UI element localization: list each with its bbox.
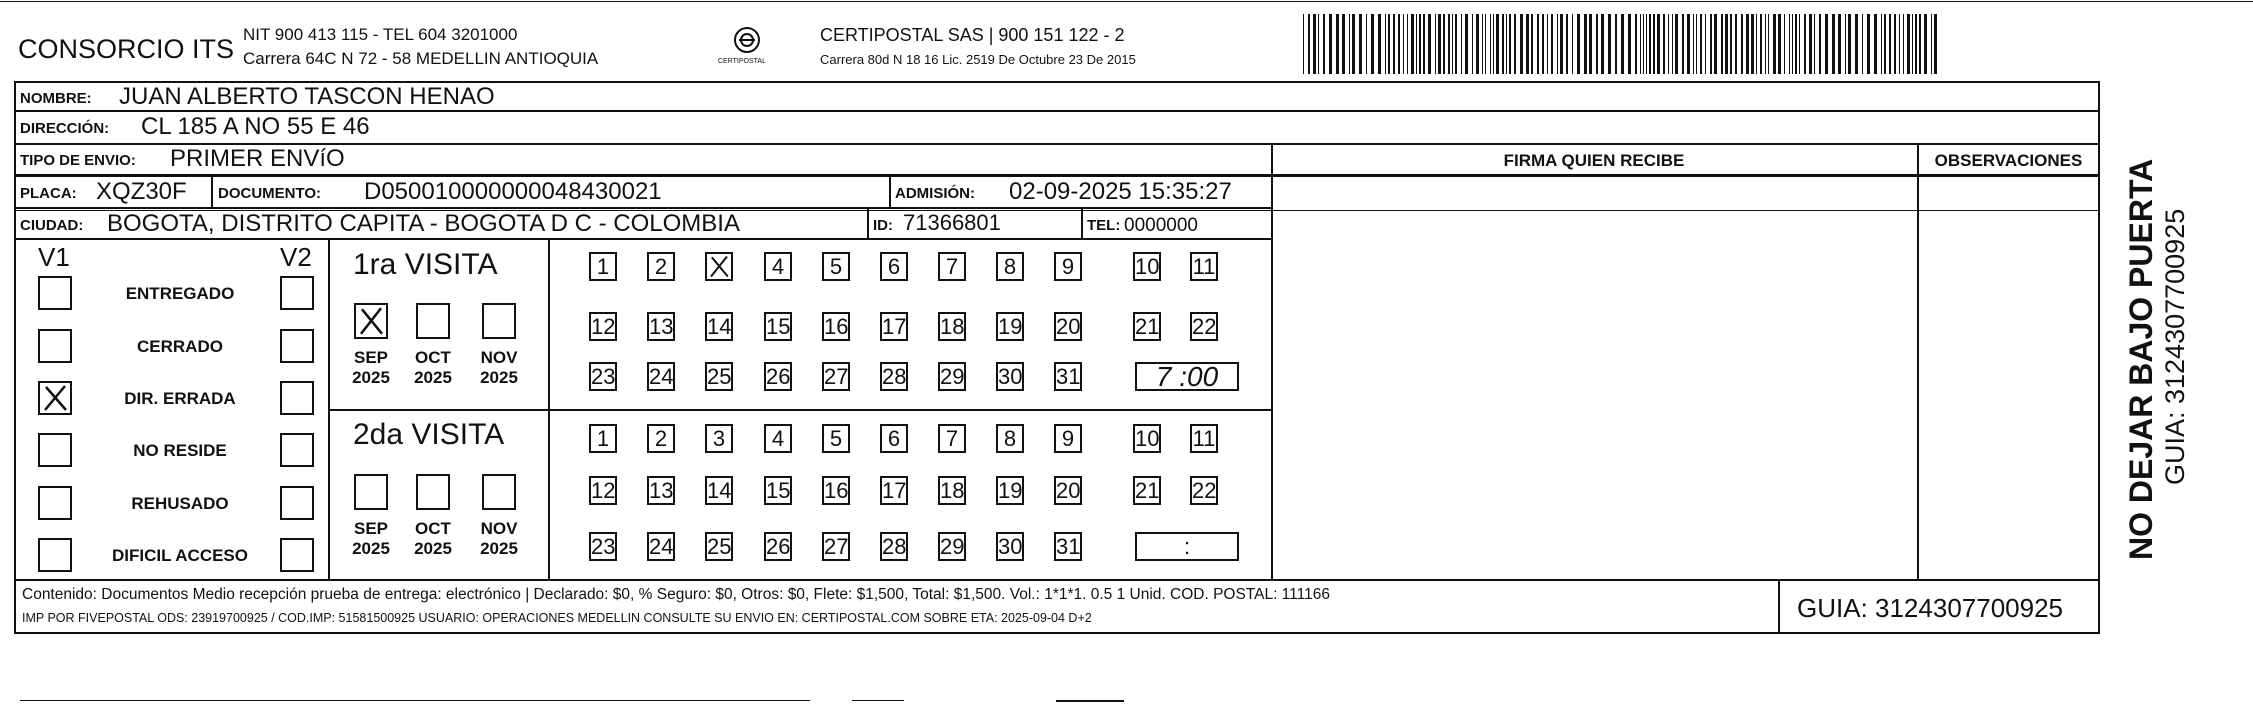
col-line xyxy=(889,176,891,207)
visit2-time-box[interactable]: : xyxy=(1135,532,1239,561)
visit2-month-checkbox[interactable] xyxy=(416,474,450,510)
footer-print-line: IMP POR FIVEPOSTAL ODS: 23919700925 / COD.IMP: 51581500925 USUARIO: OPERACIONES MEDELLIN CONSULTE SU ENVIO EN: CERTIPOSTAL.COM SOBRE ETA: 2025-09-04 D+2 xyxy=(22,611,1092,625)
status-label: DIR. ERRADA xyxy=(124,389,236,408)
visit-divider xyxy=(328,409,1271,411)
visit2-day-box[interactable]: 20 xyxy=(1056,478,1081,503)
visit2-day-box[interactable]: 7 xyxy=(938,424,966,453)
v2-label: V2 xyxy=(280,242,312,272)
visit1-day-box[interactable]: 26 xyxy=(766,364,791,389)
side-warning: NO DEJAR BAJO PUERTA xyxy=(2123,158,2159,560)
footer-content-line: Contenido: Documentos Medio recepción prueba de entrega: electrónico | Declarado: $0, % Seguro: $0, Otros: $0, Flete: $1,500, Total: $1,500. Vol.: 1*1*1. 0.5 1 Unid. COD. POSTAL: 111166 xyxy=(22,586,1330,603)
visit1-day-box[interactable]: 19 xyxy=(998,314,1023,339)
company-name: CONSORCIO ITS xyxy=(18,34,235,64)
visit1-day-box[interactable]: 15 xyxy=(766,314,791,339)
visit2-day-box[interactable]: 21 xyxy=(1135,478,1160,503)
visit1-day-box[interactable]: 30 xyxy=(998,364,1023,389)
visit1-day-box[interactable]: 28 xyxy=(882,364,907,389)
visit2-title: 2da VISITA xyxy=(353,418,505,451)
visit2-day-box[interactable]: 10 xyxy=(1135,426,1160,451)
documento-label: DOCUMENTO: xyxy=(218,185,322,202)
id-value: 71366801 xyxy=(903,210,1001,235)
col-line xyxy=(1917,143,1919,579)
visit1-day-box[interactable]: 12 xyxy=(591,314,616,339)
visit1-day-box[interactable]: 27 xyxy=(824,364,849,389)
visit2-day-box[interactable]: 12 xyxy=(591,478,616,503)
visit1-day-box[interactable]: 1 xyxy=(589,252,617,281)
visit2-month-label: SEP xyxy=(353,519,389,538)
visit1-month-checkbox[interactable] xyxy=(416,303,450,339)
visit2-day-box[interactable]: 16 xyxy=(824,478,849,503)
v2-checkbox[interactable] xyxy=(280,538,314,572)
visit1-month-label: OCT xyxy=(415,348,451,367)
v2-checkbox[interactable] xyxy=(280,433,314,467)
visit2-day-box[interactable]: 14 xyxy=(707,478,732,503)
v2-checkbox[interactable] xyxy=(280,486,314,520)
visit1-year-label: 2025 xyxy=(480,368,518,387)
visit1-day-box[interactable]: 24 xyxy=(649,364,674,389)
visit1-day-box[interactable]: 2 xyxy=(647,252,675,281)
visit2-day-box[interactable]: 9 xyxy=(1054,424,1082,453)
col-line xyxy=(1778,579,1780,634)
visit1-day-box[interactable]: 25 xyxy=(707,364,732,389)
visit1-day-box[interactable]: 9 xyxy=(1054,252,1082,281)
col-line xyxy=(211,176,213,207)
visit2-day-box[interactable]: 29 xyxy=(940,534,965,559)
visit2-day-box[interactable]: 17 xyxy=(882,478,907,503)
visit1-day-box[interactable]: 31 xyxy=(1056,364,1081,389)
v2-checkbox[interactable] xyxy=(280,329,314,363)
visit2-month-checkbox[interactable] xyxy=(482,474,516,510)
tel-value: 0000000 xyxy=(1124,215,1198,236)
nombre-label: NOMBRE: xyxy=(20,90,92,107)
carrier-name: CERTIPOSTAL SAS | 900 151 122 - 2 xyxy=(820,25,1125,45)
visit2-day-box[interactable]: 18 xyxy=(940,478,965,503)
observaciones-label: OBSERVACIONES xyxy=(1934,151,2083,170)
row-line xyxy=(14,110,2100,112)
v1-checkbox[interactable] xyxy=(38,486,72,520)
visit1-time-box[interactable]: 7 :00 xyxy=(1135,362,1239,391)
visit2-day-box[interactable]: 22 xyxy=(1192,478,1217,503)
visit2-day-box[interactable]: 4 xyxy=(764,424,792,453)
visit1-day-box[interactable]: 17 xyxy=(882,314,907,339)
visit1-day-box[interactable]: 23 xyxy=(591,364,616,389)
visit1-day-box[interactable]: 21 xyxy=(1135,314,1160,339)
visit2-day-box[interactable]: 8 xyxy=(996,424,1024,453)
bottom-line xyxy=(852,700,904,701)
logo-caption: CERTIPOSTAL xyxy=(718,58,766,65)
visit1-day-box[interactable]: 13 xyxy=(649,314,674,339)
visit1-day-box[interactable]: 8 xyxy=(996,252,1024,281)
col-line xyxy=(1081,207,1083,238)
visit2-day-box[interactable]: 26 xyxy=(766,534,791,559)
visit2-day-box[interactable]: 3 xyxy=(705,424,733,453)
visit2-day-box[interactable]: 27 xyxy=(824,534,849,559)
visit2-month-label: NOV xyxy=(480,519,518,538)
visit1-month-checkbox[interactable] xyxy=(354,303,388,339)
row-line xyxy=(14,176,2100,177)
tipo-envio-value: PRIMER ENVíO xyxy=(170,145,345,172)
status-label: ENTREGADO xyxy=(125,284,235,303)
v2-checkbox[interactable] xyxy=(280,381,314,415)
company-address: Carrera 64C N 72 - 58 MEDELLIN ANTIOQUIA xyxy=(243,49,599,68)
visit1-day-box[interactable]: 6 xyxy=(880,252,908,281)
footer-guia: GUIA: 3124307700925 xyxy=(1797,593,2063,623)
nombre-value: JUAN ALBERTO TASCON HENAO xyxy=(119,83,495,110)
status-label: REHUSADO xyxy=(131,494,229,513)
firma-label: FIRMA QUIEN RECIBE xyxy=(1503,151,1685,170)
direccion-label: DIRECCIÓN: xyxy=(20,120,110,137)
v1-checkbox[interactable] xyxy=(38,433,72,467)
tel-label: TEL: xyxy=(1087,217,1121,234)
visit2-day-box[interactable]: 5 xyxy=(822,424,850,453)
visit2-year-label: 2025 xyxy=(414,539,452,558)
documento-value: D050010000000048430021 xyxy=(364,178,662,205)
visit2-day-box[interactable]: 25 xyxy=(707,534,732,559)
visit2-day-box[interactable]: 2 xyxy=(647,424,675,453)
visit1-day-box[interactable]: 16 xyxy=(824,314,849,339)
visit1-year-label: 2025 xyxy=(352,368,390,387)
ciudad-label: CIUDAD: xyxy=(20,217,84,234)
bottom-line xyxy=(20,700,810,701)
side-guia: GUIA: 3124307700925 xyxy=(2160,208,2190,485)
visit1-day-box[interactable]: 4 xyxy=(764,252,792,281)
col-line xyxy=(1271,143,1273,579)
visit2-day-box[interactable]: 24 xyxy=(649,534,674,559)
visit1-day-box[interactable]: 20 xyxy=(1056,314,1081,339)
visit2-month-label: OCT xyxy=(415,519,451,538)
visit1-day-box[interactable]: 14 xyxy=(707,314,732,339)
visit1-day-box[interactable]: 5 xyxy=(822,252,850,281)
visit1-day-box[interactable] xyxy=(705,252,733,281)
direccion-value: CL 185 A NO 55 E 46 xyxy=(141,113,370,140)
visit2-day-box[interactable]: 23 xyxy=(591,534,616,559)
visit1-day-box[interactable]: 22 xyxy=(1192,314,1217,339)
visit1-month-label: SEP xyxy=(353,348,389,367)
v1-checkbox[interactable] xyxy=(38,329,72,363)
visit1-day-box[interactable]: 7 xyxy=(938,252,966,281)
visit2-day-box[interactable]: 6 xyxy=(880,424,908,453)
visit1-month-label: NOV xyxy=(480,348,518,367)
v1-label: V1 xyxy=(38,242,70,272)
visit1-title: 1ra VISITA xyxy=(353,248,498,281)
certipostal-logo xyxy=(712,22,782,72)
v1-checkbox[interactable] xyxy=(38,276,72,310)
visit2-day-box[interactable]: 13 xyxy=(649,478,674,503)
visit2-month-checkbox[interactable] xyxy=(354,474,388,510)
row-line xyxy=(14,238,1271,240)
admision-value: 02-09-2025 15:35:27 xyxy=(1009,178,1232,205)
visit1-day-box[interactable]: 29 xyxy=(940,364,965,389)
visit2-day-box[interactable]: 28 xyxy=(882,534,907,559)
status-label: DIFICIL ACCESO xyxy=(111,546,248,565)
visit2-day-box[interactable]: 11 xyxy=(1190,424,1218,453)
visit2-day-box[interactable]: 19 xyxy=(998,478,1023,503)
top-edge-line xyxy=(0,1,2253,2)
ciudad-value: BOGOTA, DISTRITO CAPITA - BOGOTA D C - COLOMBIA xyxy=(107,210,740,237)
id-label: ID: xyxy=(873,217,893,234)
barcode xyxy=(1303,14,1943,74)
bottom-line xyxy=(1056,700,1124,702)
visit1-year-label: 2025 xyxy=(414,368,452,387)
visit2-year-label: 2025 xyxy=(352,539,390,558)
status-label: CERRADO xyxy=(137,337,223,356)
col-line xyxy=(867,207,869,238)
row-line xyxy=(14,579,2100,581)
company-nit: NIT 900 413 115 - TEL 604 3201000 xyxy=(243,25,518,44)
visit1-day-box[interactable]: 18 xyxy=(940,314,965,339)
tipo-envio-label: TIPO DE ENVIO: xyxy=(20,152,136,169)
visit2-day-box[interactable]: 30 xyxy=(998,534,1023,559)
visit2-day-box[interactable]: 1 xyxy=(589,424,617,453)
carrier-address: Carrera 80d N 18 16 Lic. 2519 De Octubre 23 De 2015 xyxy=(820,52,1136,67)
v1-checkbox[interactable] xyxy=(38,538,72,572)
v1-checkbox[interactable] xyxy=(38,381,72,415)
visit1-month-checkbox[interactable] xyxy=(482,303,516,339)
visit2-day-box[interactable]: 31 xyxy=(1056,534,1081,559)
visit1-day-box[interactable]: 10 xyxy=(1135,254,1160,279)
v2-checkbox[interactable] xyxy=(280,276,314,310)
visit2-year-label: 2025 xyxy=(480,539,518,558)
placa-value: XQZ30F xyxy=(96,178,187,205)
status-label: NO RESIDE xyxy=(133,441,227,460)
placa-label: PLACA: xyxy=(20,185,77,202)
admision-label: ADMISIÓN: xyxy=(895,185,975,202)
visit1-day-box[interactable]: 11 xyxy=(1190,252,1218,281)
visit2-day-box[interactable]: 15 xyxy=(766,478,791,503)
